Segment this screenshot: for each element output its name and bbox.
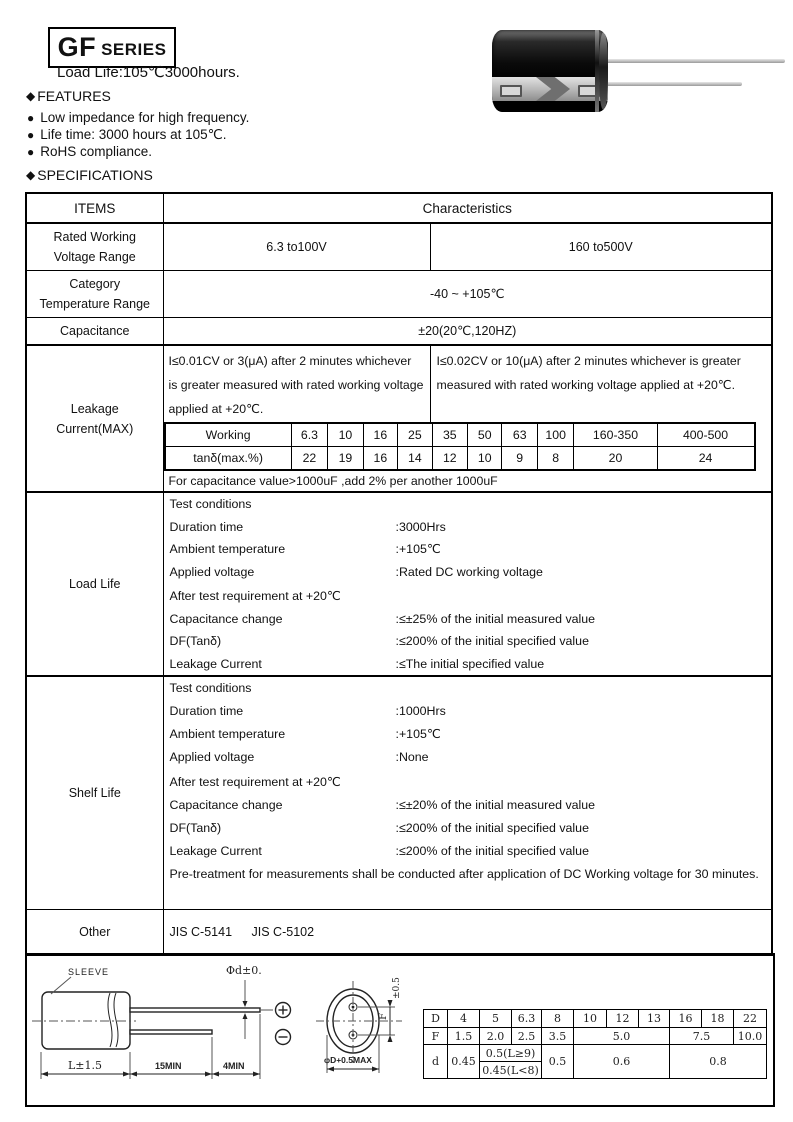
load-life-details: Test conditions Duration time :3000Hrs Ambient temperature :+105℃ Applied voltage :Rated DC working voltage After test requirement at +20℃ Capacitance change :≤±25% of the initial measured value DF(Tanδ) :≤200% of the initial specified value Leakage Current :≤The initial specified value (163, 492, 772, 676)
col-header-items: ITEMS (26, 193, 163, 223)
load-life-label: Load Life (26, 492, 163, 676)
polarity-mark (500, 85, 522, 97)
lead-length-dim: 15MIN (155, 1061, 182, 1071)
shelf-life-label: Shelf Life (26, 676, 163, 909)
sleeve-label: SLEEVE (68, 967, 110, 977)
other-row (26, 909, 772, 955)
category-temp-value: -40 ~ +105℃ (163, 270, 772, 317)
rated-voltage-low: 6.3 to100V (163, 223, 430, 270)
capacitance-value: ±20(20℃,120HZ) (163, 317, 772, 345)
dimension-table: D 4 5 6.3 8 10 12 13 16 18 22 F 1.5 2.0 2.5 3.5 5.0 7.5 10.0 d 0.45 0.5(L≥9) 0.5 0.6 0.8 0.45(L<8) (423, 1009, 767, 1079)
bullet-icon: ● (27, 144, 35, 159)
leakage-row (26, 345, 772, 492)
can-diameter-dim: φD+0.5MAX (324, 1055, 372, 1065)
rated-voltage-high: 160 to500V (430, 223, 772, 270)
feature-text: Life time: 3000 hours at 105℃. (40, 127, 227, 142)
capacitor-side-view-drawing (30, 957, 302, 1103)
leakage-texts (164, 346, 772, 422)
shelf-life-row (26, 676, 772, 909)
working-voltage-header: Working (165, 423, 292, 447)
category-temp-row (26, 270, 772, 317)
category-temp-label: Category Temperature Range (26, 270, 163, 317)
capacitor-body (492, 30, 608, 112)
body-length-dim: L±1.5 (68, 1059, 103, 1072)
other-label: Other (26, 909, 163, 955)
shelf-life-note: Pre-treatment for measurements shall be conducted after application of DC Working voltage for 30 minutes. (169, 867, 759, 881)
diamond-icon: ◆ (26, 89, 36, 103)
bullet-icon: ● (27, 128, 35, 142)
features-heading (26, 88, 111, 104)
diamond-icon: ◆ (26, 168, 36, 182)
series-title-box (48, 27, 176, 68)
pitch-label: F (378, 1013, 389, 1020)
leakage-high-voltage-text: I≤0.02CV or 10(μA) after 2 minutes whichever is greater measured with rated working voltage applied at +20℃. (436, 354, 741, 392)
feature-item (27, 110, 249, 125)
capacitor-endcap (599, 32, 608, 110)
feature-text: RoHS compliance. (40, 144, 153, 159)
feature-item (27, 127, 227, 143)
lead-diameter-label: Φd±0. (226, 964, 262, 977)
capacitance-label: Capacitance (26, 317, 163, 345)
capacitor-lead (602, 59, 785, 63)
polarity-stripe-chevron (536, 77, 570, 101)
series-word: SERIES (101, 40, 167, 59)
capacitor-photo (492, 30, 790, 112)
capacitor-top-view-drawing (302, 957, 427, 1103)
other-value: JIS C-5141 JIS C-5102 (163, 909, 772, 955)
dim-row-f-label: F (424, 1028, 448, 1045)
capacitor-sleeve-band (492, 77, 608, 101)
tan-delta-table: Working 6.3 10 16 25 35 50 63 100 160-350 400-500 tanδ(max.%) 22 19 16 14 12 10 9 8 20 24 (164, 422, 756, 471)
feature-item (27, 144, 152, 159)
pitch-tolerance-label: ±0.5 (392, 977, 402, 999)
load-life-row (26, 492, 772, 676)
bullet-icon: ● (27, 110, 35, 125)
rated-voltage-row (26, 223, 772, 270)
specifications-heading (26, 167, 153, 183)
dim-row-dd-label: d (424, 1045, 448, 1079)
col-header-characteristics: Characteristics (163, 193, 772, 223)
leakage-note: For capacitance value>1000uF ,add 2% per another 1000uF (168, 474, 498, 488)
leakage-characteristics (163, 345, 772, 492)
leakage-low-voltage-text: I≤0.01CV or 3(μA) after 2 minutes whichever is greater measured with rated working voltage applied at +20℃. (164, 346, 431, 422)
capacitor-lead (602, 82, 742, 86)
leakage-label: Leakage Current(MAX) (26, 345, 163, 492)
feature-text: Low impedance for high frequency. (40, 110, 250, 125)
rated-voltage-label: Rated Working Voltage Range (26, 223, 163, 270)
tan-delta-header: tanδ(max.%) (165, 447, 292, 471)
lead-tip-dim: 4MIN (223, 1061, 245, 1071)
shelf-life-details: Test conditions Duration time :1000Hrs Ambient temperature :+105℃ Applied voltage :None After test requirement at +20℃ Capacitance change :≤±20% of the initial measured value DF(Tanδ) :≤200% of the initial specified value Leakage Current :≤200% of the initial specified value Pre-treatment for measurements shall be conducted after application of DC Working voltage for 30 minutes. (163, 676, 772, 909)
specifications-table (25, 192, 773, 956)
features-heading-label: FEATURES (37, 88, 111, 104)
dimension-drawing-box (25, 953, 775, 1107)
series-name: GF (57, 32, 97, 62)
capacitance-row (26, 317, 772, 345)
dim-row-d-label: D (424, 1010, 448, 1028)
specifications-heading-label: SPECIFICATIONS (37, 167, 153, 183)
load-life-subtitle: Load Life:105℃3000hours. (57, 64, 240, 81)
